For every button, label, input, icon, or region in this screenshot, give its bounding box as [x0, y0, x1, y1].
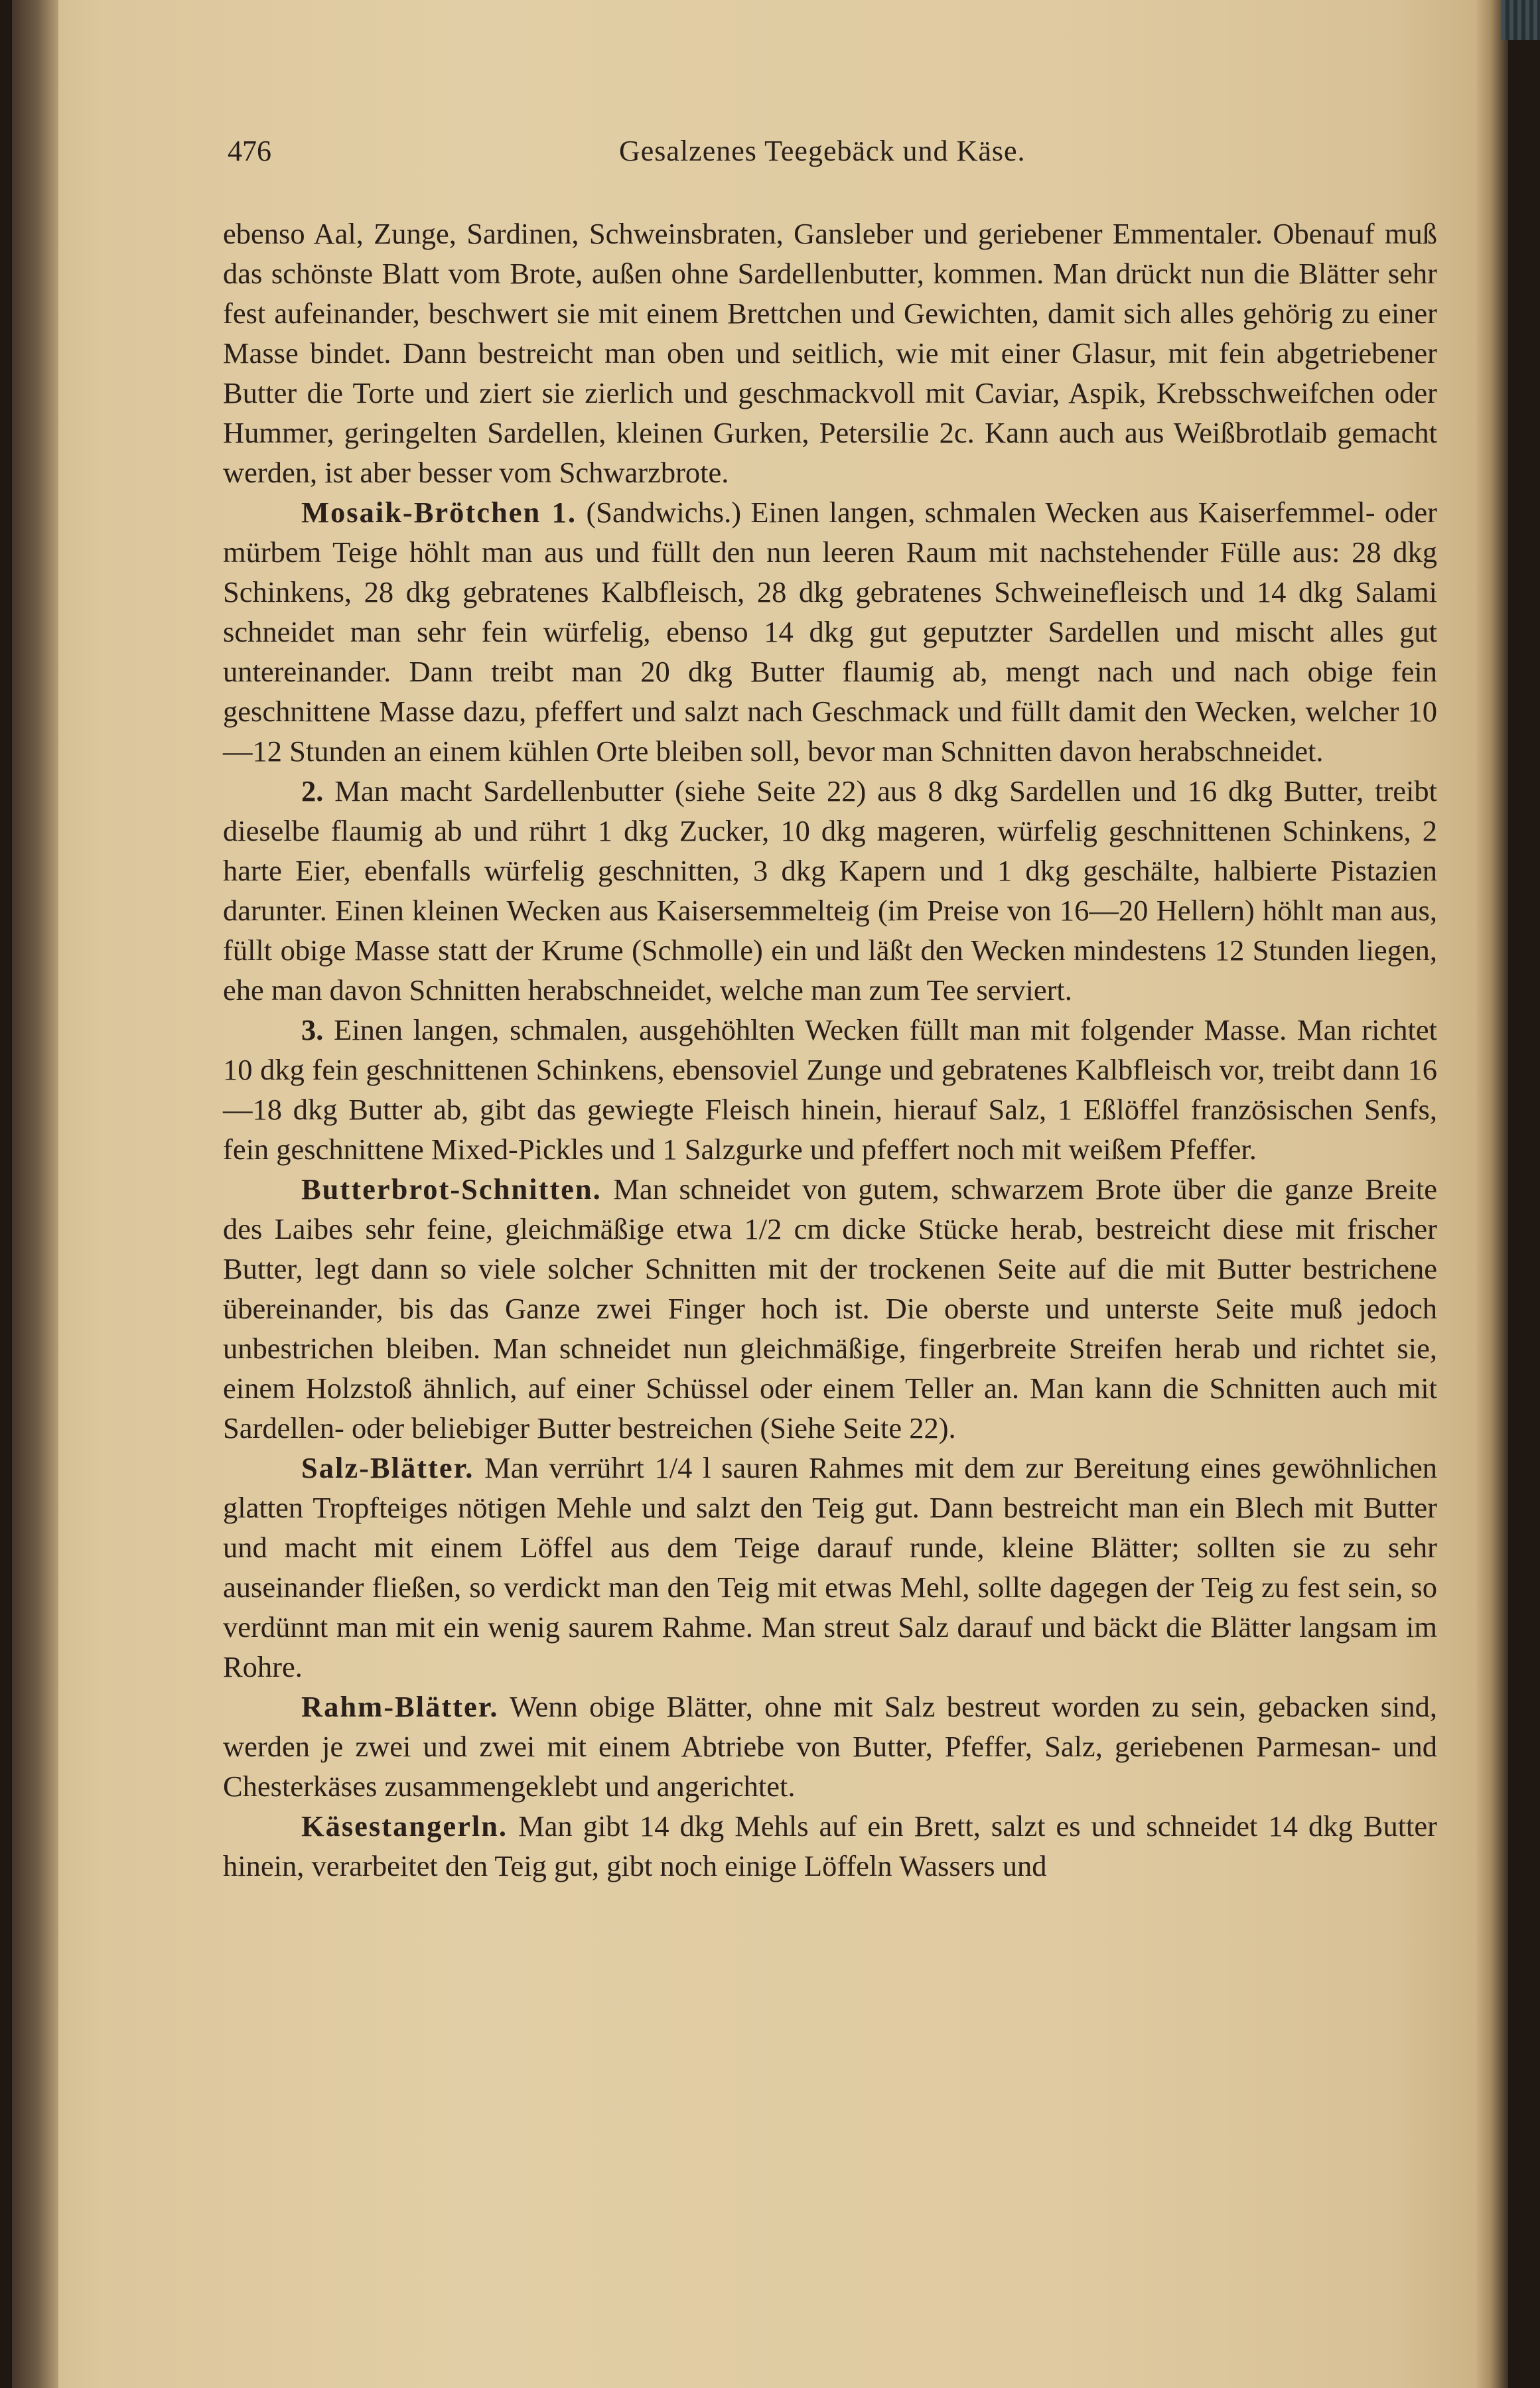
recipe-heading: Mosaik-Brötchen 1.: [301, 496, 577, 529]
recipe-heading: Salz-Blätter.: [301, 1451, 474, 1484]
recipe-heading: Rahm-Blätter.: [301, 1690, 499, 1723]
text-body: [223, 214, 1437, 1886]
paragraph-text: ebenso Aal, Zunge, Sardinen, Schweinsbraten, Gansleber und geriebener Emmentaler. Obenauf muß das schönste Blatt vom Brote, außen ohne Sardellenbutter, kommen. Man drückt nun die Blätter sehr fest aufeinander, beschwert sie mit einem Brettchen und Gewichten, damit sich alles gehörig zu einer Masse bindet. Dann bestreicht man oben und seitlich, wie mit einer Glasur, mit fein abgetriebener Butter die Torte und ziert sie zierlich und geschmackvoll mit Caviar, Aspik, Krebsschweifchen oder Hummer, geringelten Sardellen, kleinen Gurken, Petersilie 2c. Kann auch aus Weißbrotlaib gemacht werden, ist aber besser vom Schwarzbrote.: [223, 217, 1437, 489]
variant-number: 2.: [301, 774, 324, 808]
page-number: 476: [228, 135, 271, 167]
page-binding-shadow: [12, 0, 58, 2388]
paragraph-text: Man schneidet von gutem, schwarzem Brote über die ganze Breite des Laibes sehr feine, gleichmäßige etwa 1/2 cm dicke Stücke herab, bestreicht diese mit frischer Butter, legt dann so viele solcher Schnitten mit der trockenen Seite auf die mit Butter bestrichene übereinander, bis das Ganze zwei Finger hoch ist. Die oberste und unterste Seite muß jedoch unbestrichen bleiben. Man schneidet nun gleichmäßige, fingerbreite Streifen herab und richtet sie, einem Holzstoß ähnlich, auf einer Schüssel oder einem Teller an. Man kann die Schnitten auch mit Sardellen- oder beliebiger Butter bestreichen (Siehe Seite 22).: [223, 1172, 1437, 1444]
book-page: [12, 0, 1508, 2388]
paragraph-continuation: [223, 214, 1437, 492]
recipe-variant-2: [223, 771, 1437, 1010]
page-edge-strip: [1502, 0, 1540, 40]
recipe-heading: Käsestangerln.: [301, 1809, 508, 1843]
recipe-kaesestangerln: [223, 1806, 1437, 1886]
paragraph-text: Man verrührt 1/4 l sauren Rahmes mit dem zur Bereitung eines gewöhnlichen glatten Tropfteiges nötigen Mehle und salzt den Teig gut. Dann bestreicht man ein Blech mit Butter und macht mit einem Löffel aus dem Teige darauf runde, kleine Blätter; sollten sie zu sehr auseinander fließen, so verdickt man den Teig mit etwas Mehl, sollte dagegen der Teig zu fest sein, so verdünnt man mit ein wenig saurem Rahme. Man streut Salz darauf und bäckt die Blätter langsam im Rohre.: [223, 1451, 1438, 1683]
recipe-rahm-blaetter: [223, 1687, 1437, 1806]
paragraph-text: Man gibt 14 dkg Mehls auf ein Brett, salzt es und schneidet 14 dkg Butter hinein, verarbeitet den Teig gut, gibt noch einige Löffeln Wassers und: [223, 1809, 1437, 1882]
recipe-mosaik-broetchen-1: [223, 492, 1437, 771]
recipe-variant-3: [223, 1010, 1437, 1169]
recipe-butterbrot-schnitten: [223, 1169, 1437, 1448]
paragraph-text: Wenn obige Blätter, ohne mit Salz bestreut worden zu sein, gebacken sind, werden je zwei und zwei mit einem Abtriebe von Butter, Pfeffer, Salz, geriebenen Parmesan- und Chesterkäses zusammengeklebt und angerichtet.: [223, 1690, 1438, 1803]
recipe-heading: Butterbrot-Schnitten.: [301, 1172, 602, 1206]
running-title: Gesalzenes Teegebäck und Käse.: [619, 135, 1026, 167]
paragraph-text: (Sandwichs.) Einen langen, schmalen Wecken aus Kaiserfemmel- oder mürbem Teige höhlt man aus und füllt den nun leeren Raum mit nachstehender Fülle aus: 28 dkg Schinkens, 28 dkg gebratenes Kalbfleisch, 28 dkg gebratenes Schweinefleisch und 14 dkg Salami schneidet man sehr fein würfelig, ebenso 14 dkg gut geputzter Sardellen und mischt alles gut untereinander. Dann treibt man 20 dkg Butter flaumig ab, mengt nach und nach obige fein geschnittene Masse dazu, pfeffert und salzt nach Geschmack und füllt damit den Wecken, welcher 10—12 Stunden an einem kühlen Orte bleiben soll, bevor man Schnitten davon herabschneidet.: [223, 496, 1437, 768]
page-edge-shadow: [1476, 0, 1508, 2388]
variant-number: 3.: [301, 1013, 324, 1046]
paragraph-text: Einen langen, schmalen, ausgehöhlten Wecken füllt man mit folgender Masse. Man richtet 10 dkg fein geschnittenen Schinkens, ebensoviel Zunge und gebratenes Kalbfleisch vor, treibt dann 16—18 dkg Butter ab, gibt das gewiegte Fleisch hinein, hierauf Salz, 1 Eßlöffel französischen Senfs, fein geschnittene Mixed-Pickles und 1 Salzgurke und pfeffert noch mit weißem Pfeffer.: [223, 1013, 1438, 1166]
paragraph-text: Man macht Sardellenbutter (siehe Seite 22) aus 8 dkg Sardellen und 16 dkg Butter, treibt dieselbe flaumig ab und rührt 1 dkg Zucker, 10 dkg mageren, würfelig geschnittenen Schinkens, 2 harte Eier, ebenfalls würfelig geschnitten, 3 dkg Kapern und 1 dkg geschälte, halbierte Pistazien darunter. Einen kleinen Wecken aus Kaisersemmelteig (im Preise von 16—20 Hellern) höhlt man aus, füllt obige Masse statt der Krume (Schmolle) ein und läßt den Wecken mindestens 12 Stunden liegen, ehe man davon Schnitten herabschneidet, welche man zum Tee serviert.: [223, 774, 1437, 1007]
recipe-salz-blaetter: [223, 1448, 1437, 1687]
page-header: [228, 134, 1415, 180]
